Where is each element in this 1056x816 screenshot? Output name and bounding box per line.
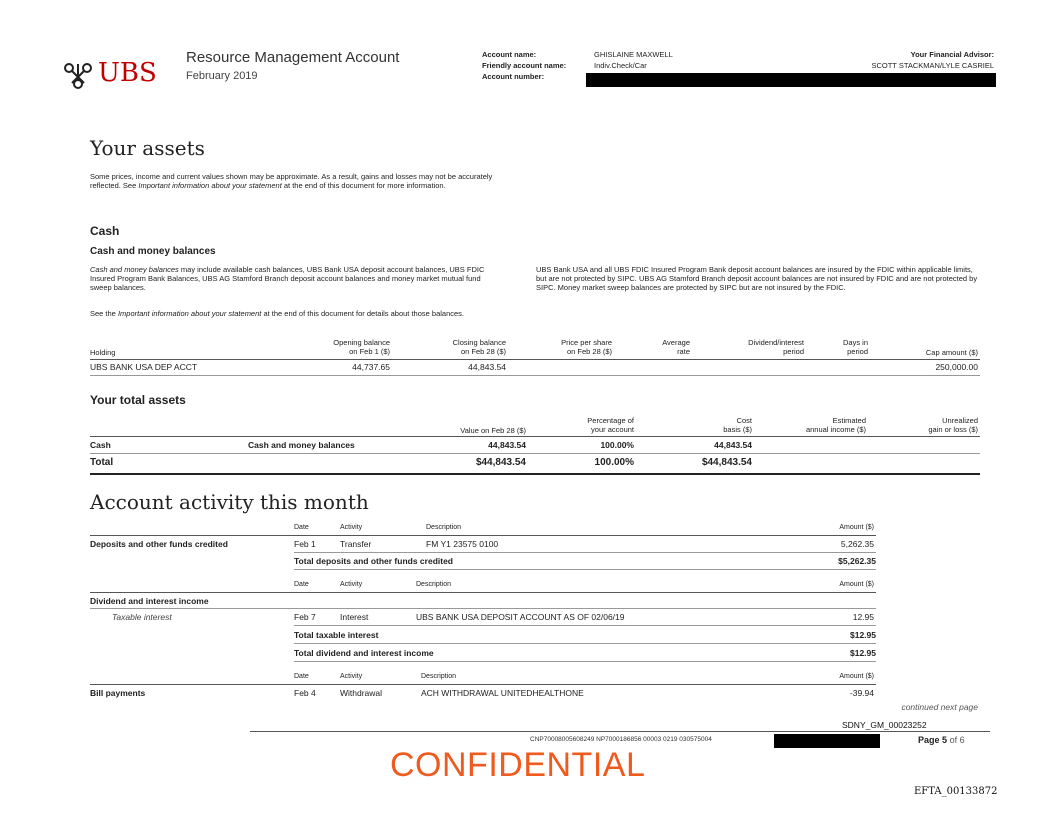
bills-col-date: Date — [294, 673, 309, 680]
col-price: Price per share on Feb 28 ($) — [561, 338, 612, 356]
deposits-total-rule — [294, 569, 876, 570]
cash-row-pct: 100.00% — [600, 440, 634, 450]
bills-header-rule — [90, 684, 876, 685]
deposits-col-amount: Amount ($) — [839, 524, 874, 531]
bill-amount: -39.94 — [849, 688, 874, 698]
taxable-total: $12.95 — [850, 630, 876, 640]
total-row — [90, 457, 980, 471]
cash-right-note: UBS Bank USA and all UBS FDIC Insured Program Bank deposit account balances are insured by the FDIC within applicable limits, but are not protected by SIPC. UBS AG Stamford Branch deposit account balances are not insured by FDIC and are not protected by SIPC. Money market sweep balances are protected by SIPC but are not insured by the FDIC. — [536, 265, 978, 292]
holding-cap: 250,000.00 — [935, 362, 978, 372]
deposit-description: FM Y1 23575 0100 — [426, 539, 499, 549]
confidential-stamp: CONFIDENTIAL — [390, 746, 646, 784]
cash-row-value: 44,843.54 — [488, 440, 526, 450]
total-cash-rule — [90, 453, 980, 454]
col-holding: Holding — [90, 348, 116, 357]
dividend-total-label: Total dividend and interest income — [294, 648, 434, 658]
dividend-amount: 12.95 — [852, 612, 874, 622]
col-opening: Opening balance on Feb 1 ($) — [333, 338, 390, 356]
advisor-name: SCOTT STACKMAN/LYLE CASRIEL — [871, 61, 994, 70]
col-unrealized: Unrealized gain or loss ($) — [928, 416, 978, 434]
footer-rule — [250, 731, 990, 732]
dividend-row — [294, 612, 876, 624]
holding-row — [90, 362, 980, 374]
activity-heading: Account activity this month — [90, 490, 369, 514]
bills-row — [294, 688, 876, 700]
holdings-row-rule — [90, 375, 980, 376]
total-row-pct: 100.00% — [594, 457, 634, 468]
cash-left-note: Cash and money balances may include available cash balances, UBS Bank USA deposit account balances, UBS FDIC Insured Program Bank Balances, UBS AG Stamford Branch deposit account balances and money market mutual fund sweep balances. — [90, 265, 485, 292]
cash-heading: Cash — [90, 224, 120, 238]
bill-date: Feb 4 — [294, 688, 316, 698]
efta-number: EFTA_00133872 — [914, 786, 998, 797]
bill-activity: Withdrawal — [340, 688, 383, 698]
dividend-total: $12.95 — [850, 648, 876, 658]
col-percentage: Percentage of your account — [587, 416, 634, 434]
friendly-name-label: Friendly account name: — [482, 61, 567, 70]
bates-number: SDNY_GM_00023252 — [842, 720, 927, 730]
account-number-label: Account number: — [482, 72, 545, 81]
total-row-rule — [90, 473, 980, 475]
friendly-name-value: Indiv.Check/Car — [594, 61, 647, 70]
account-number-redaction — [586, 73, 996, 87]
dividend-total-rule — [294, 661, 876, 662]
statement-title: Resource Management Account — [186, 49, 400, 66]
dividend-description: UBS BANK USA DEPOSIT ACCOUNT AS OF 02/06/19 — [416, 612, 625, 622]
col-dividend-period: Dividend/interest period — [748, 338, 804, 356]
footer-codes: CNP70008005608249 NP7000186856 00003 0219 030575004 — [530, 736, 712, 743]
col-cost: Cost basis ($) — [723, 416, 752, 434]
col-value: Value on Feb 28 ($) — [460, 426, 526, 435]
dividend-date: Feb 7 — [294, 612, 316, 622]
dividend-col-amount: Amount ($) — [839, 581, 874, 588]
deposit-amount: 5,262.35 — [840, 539, 874, 549]
account-name-label: Account name: — [482, 50, 537, 59]
advisor-label: Your Financial Advisor: — [910, 50, 994, 59]
taxable-total-label: Total taxable interest — [294, 630, 379, 640]
dividend-activity: Interest — [340, 612, 369, 622]
deposits-header-rule — [90, 535, 876, 536]
total-cash-row — [90, 440, 980, 452]
assets-intro: Some prices, income and current values shown may be approximate. As a result, gains and losses may not be accurately reflected. See Important information about your statement at the end of this document for more information. — [90, 172, 493, 190]
col-cap: Cap amount ($) — [925, 348, 978, 357]
page-number: Page 5 of 6 — [918, 735, 965, 745]
deposits-col-description: Description — [426, 524, 462, 531]
deposit-date: Feb 1 — [294, 539, 316, 549]
total-row-value: $44,843.54 — [475, 457, 526, 468]
cash-subheading: Cash and money balances — [90, 246, 216, 257]
dividend-col-description: Description — [416, 581, 452, 588]
cash-row-label: Cash — [90, 440, 111, 450]
taxable-interest-label: Taxable interest — [112, 612, 172, 622]
col-average: Average rate — [662, 338, 690, 356]
deposits-row — [294, 539, 876, 551]
dividend-col-date: Date — [294, 581, 309, 588]
keys-logo-icon — [60, 60, 96, 92]
statement-period: February 2019 — [186, 70, 258, 82]
holding-opening: 44,737.65 — [352, 362, 390, 372]
cash-row-desc: Cash and money balances — [248, 440, 355, 450]
deposits-row-rule — [294, 552, 876, 553]
deposits-label: Deposits and other funds credited — [90, 539, 228, 549]
holding-closing: 44,843.54 — [468, 362, 506, 372]
bills-col-amount: Amount ($) — [839, 673, 874, 680]
deposits-col-date: Date — [294, 524, 309, 531]
holding-name: UBS BANK USA DEP ACCT — [90, 362, 198, 372]
account-name-value: GHISLAINE MAXWELL — [594, 50, 673, 59]
logo-text: UBS — [98, 58, 157, 88]
bills-col-activity: Activity — [340, 673, 363, 680]
deposits-total: $5,262.35 — [838, 556, 876, 566]
col-closing: Closing balance on Feb 28 ($) — [452, 338, 506, 356]
col-days: Days in period — [842, 338, 868, 356]
footer-redaction — [774, 734, 880, 748]
cash-see-note: See the Important information about your statement at the end of this document for details about those balances. — [90, 309, 465, 318]
continued-next-page: continued next page — [901, 702, 978, 712]
deposits-total-label: Total deposits and other funds credited — [294, 556, 453, 566]
bill-description: ACH WITHDRAWAL UNITEDHEALTHONE — [421, 688, 584, 698]
dividend-col-activity: Activity — [340, 581, 363, 588]
total-row-cost: $44,843.54 — [701, 457, 752, 468]
total-row-label: Total — [90, 457, 114, 468]
dividend-label: Dividend and interest income — [90, 596, 209, 606]
total-header-rule — [90, 436, 980, 437]
bills-col-description: Description — [421, 673, 457, 680]
total-assets-heading: Your total assets — [90, 393, 186, 407]
col-estimated: Estimated annual income ($) — [805, 416, 866, 434]
dividend-header-rule — [90, 592, 876, 593]
cash-row-cost: 44,843.54 — [714, 440, 752, 450]
deposit-activity: Transfer — [340, 539, 372, 549]
assets-heading: Your assets — [90, 136, 205, 160]
deposits-col-activity: Activity — [340, 524, 363, 531]
dividend-label-rule — [90, 608, 876, 609]
bills-label: Bill payments — [90, 688, 146, 698]
dividend-row-rule — [294, 625, 876, 626]
holdings-header-rule — [90, 359, 980, 360]
taxable-total-rule — [294, 643, 876, 644]
